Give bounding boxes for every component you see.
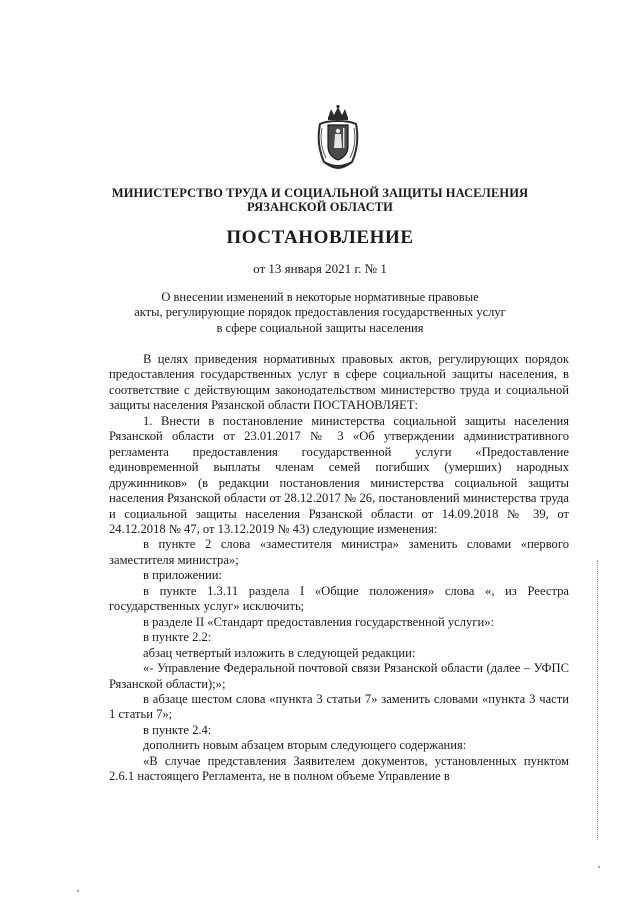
ryazan-coat-of-arms-icon [314,104,362,170]
body-paragraph-item-1: 1. Внести в постановление министерства социальной защиты населения Рязанской области от 23.01.2017 № 3 «Об утверждении административного регламента предоставления государственной услуги «Предоставление единовременной выплаты членам семей погибших (умерших) народных дружинников» (в редакции постановления министерства социальной защиты населения Рязанской области от 28.12.2017 № 26, постановлений министерства труда и социальной защиты населения Рязанской области от 14.09.2018 № 39, от 24.12.2018 № 47, от 13.12.2019 № 43) следующие изменения: [109,413,569,536]
body-paragraph: в пункте 2.2: [143,630,212,645]
body-paragraph: в пункте 2.4: [143,722,212,737]
subject-line-1: О внесении изменений в некоторые нормативные правовые [161,290,479,304]
scan-artifact-line [597,560,599,840]
scan-artifact-dot [77,890,79,892]
date-and-number: от 13 января 2021 г. № 1 [253,261,387,276]
subject-line-3: в сфере социальной защиты населения [216,320,424,335]
body-paragraph: абзац четвертый изложить в следующей редакции: [143,645,416,660]
ministry-name-line-1: МИНИСТЕРСТВО ТРУДА И СОЦИАЛЬНОЙ ЗАЩИТЫ НАСЕЛЕНИЯ [111,186,529,200]
body-paragraph: в пункте 1.3.11 раздела I «Общие положения» слова «, из Реестра государственных услуг» исключить; [109,583,569,614]
body-paragraph: дополнить новым абзацем вторым следующего содержания: [143,738,467,753]
body-paragraph: в абзаце шестом слова «пункта 3 статьи 7» заменить словами «пункта 3 части 1 статьи 7»; [109,691,569,722]
scan-artifact-dot [598,866,600,868]
body-paragraph-preamble: В целях приведения нормативных правовых актов, регулирующих порядок предоставления государственных услуг в сфере социальной защиты населения, в соответствие с действующим законодательством министерство труда и социальной защиты населения Рязанской области ПОСТАНОВЛЯЕТ: [109,352,569,413]
ministry-name-line-2: РЯЗАНСКОЙ ОБЛАСТИ [247,200,393,214]
body-paragraph: «В случае представления Заявителем документов, установленных пунктом 2.6.1 настоящего Регламента, не в полном объеме Управление в [109,753,569,784]
document-body [109,352,569,785]
body-paragraph: в разделе II «Стандарт предоставления государственной услуги»: [143,614,495,629]
body-paragraph: «- Управление Федеральной почтовой связи Рязанской области (далее – УФПС Рязанской области);»; [109,661,569,691]
subject-line-2: акты, регулирующие порядок предоставления государственных услуг [134,305,506,320]
body-paragraph: в приложении: [143,568,222,583]
document-type-title: ПОСТАНОВЛЕНИЕ [226,227,414,248]
body-paragraph: в пункте 2 слова «заместителя министра» заменить словами «первого заместителя министра»; [109,537,569,567]
document-subject [120,290,520,336]
ministry-name [80,186,560,214]
